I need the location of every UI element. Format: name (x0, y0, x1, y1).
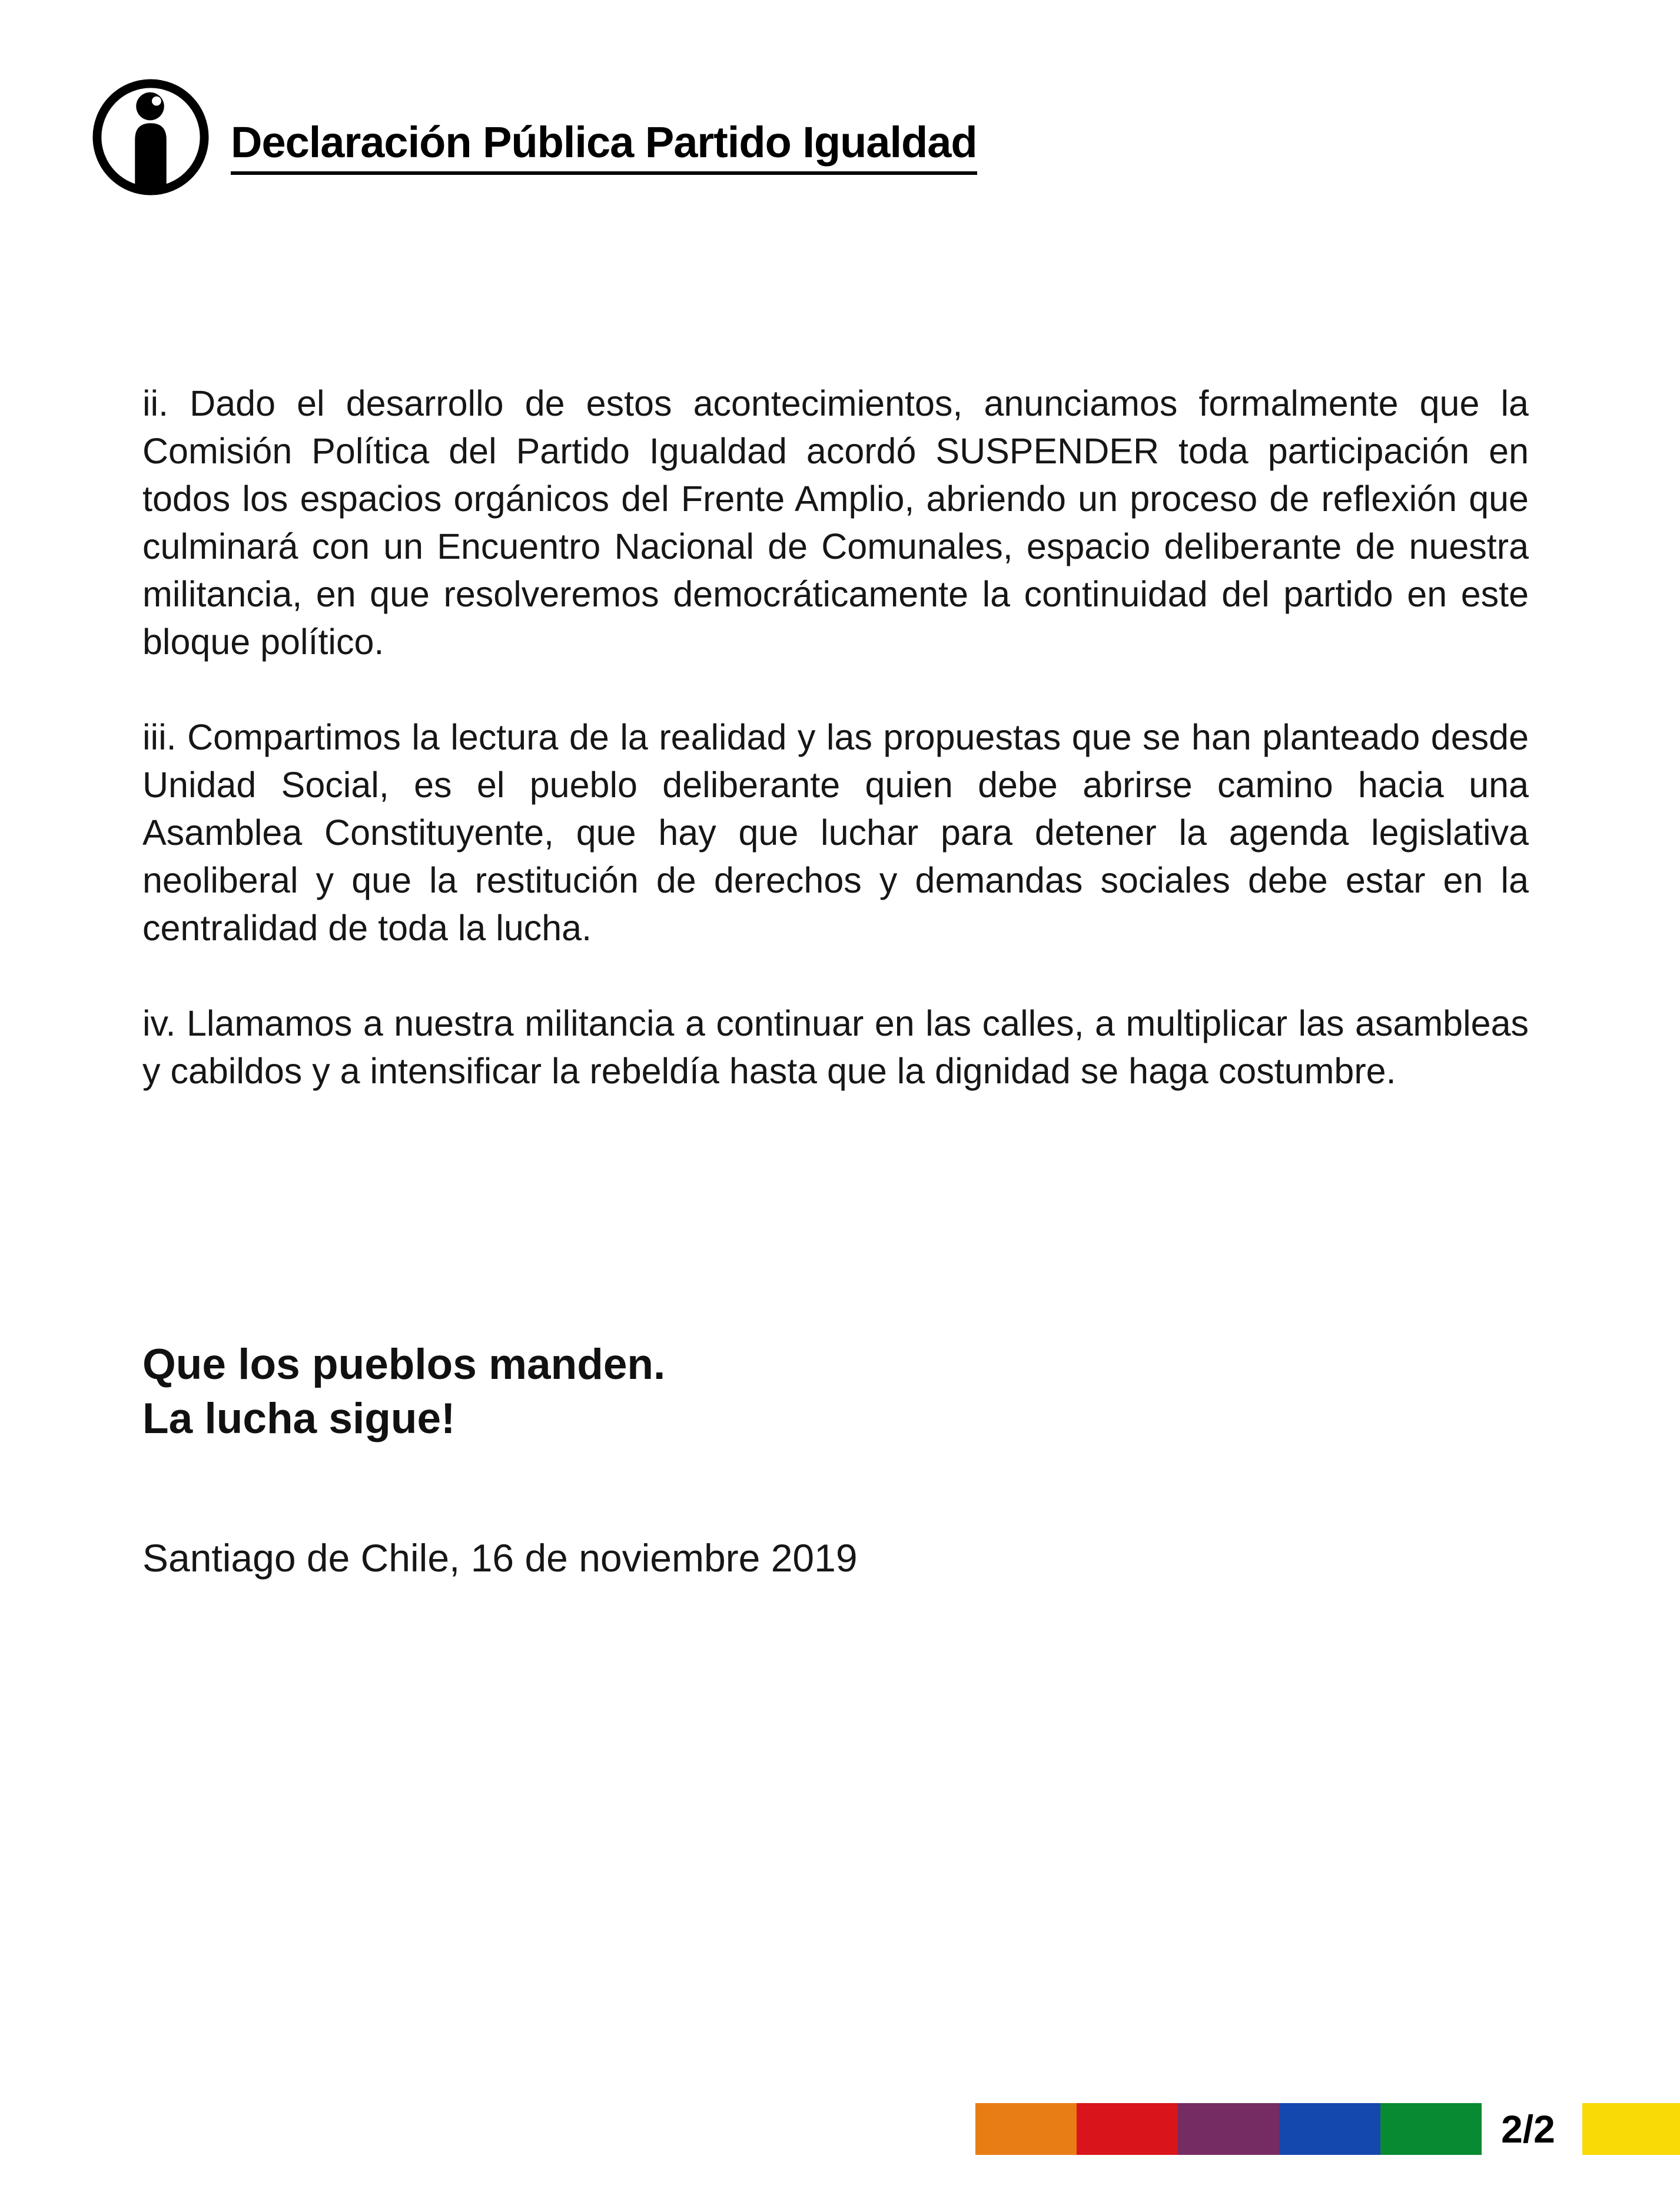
partido-igualdad-logo-icon (92, 79, 209, 195)
footer-color-square-orange (975, 2103, 1077, 2155)
logo-person-body (135, 123, 166, 195)
logo-person-head (136, 92, 164, 121)
footer-color-square-red (1077, 2103, 1178, 2155)
footer-color-square-purple (1178, 2103, 1279, 2155)
paragraph-iv: iv. Llamamos a nuestra militancia a continuar en las calles, a multiplicar las asambleas y cabildos y a intensificar la rebeldía hasta que la dignidad se haga costumbre. (142, 1003, 1529, 1091)
footer-color-square-blue (1279, 2103, 1380, 2155)
logo-head-highlight (152, 97, 161, 106)
closing-slogan (142, 1338, 1529, 1446)
footer-color-square-yellow (1582, 2103, 1680, 2155)
document-body (142, 380, 1529, 1095)
dateline: Santiago de Chile, 16 de noviembre 2019 (142, 1536, 858, 1580)
paragraph-iii: iii. Compartimos la lectura de la realidad y las propuestas que se han planteado desde Unidad Social, es el pueblo deliberante quien debe abrirse camino hacia una Asamblea Constituyente, que hay que luchar para detener la agenda legislativa neoliberal y que la restitución de derechos y demandas sociales debe estar en la centralidad de toda la lucha. (142, 717, 1529, 948)
document-title: Declaración Pública Partido Igualdad (231, 121, 977, 175)
footer-color-square-green (1380, 2103, 1482, 2155)
paragraph-ii: ii. Dado el desarrollo de estos acontecimientos, anunciamos formalmente que la Comisión Política del Partido Igualdad acordó SUSPENDER toda participación en todos los espacios orgánicos del Frente Amplio, abriendo un proceso de reflexión que culminará con un Encuentro Nacional de Comunales, espacio deliberante de nuestra militancia, en que resolveremos democráticamente la continuidad del partido en este bloque político. (142, 383, 1529, 662)
slogan-line-2: La lucha sigue! (142, 1395, 456, 1442)
slogan-line-1: Que los pueblos manden. (142, 1341, 666, 1388)
page-number-indicator: 2/2 (1501, 2107, 1555, 2151)
